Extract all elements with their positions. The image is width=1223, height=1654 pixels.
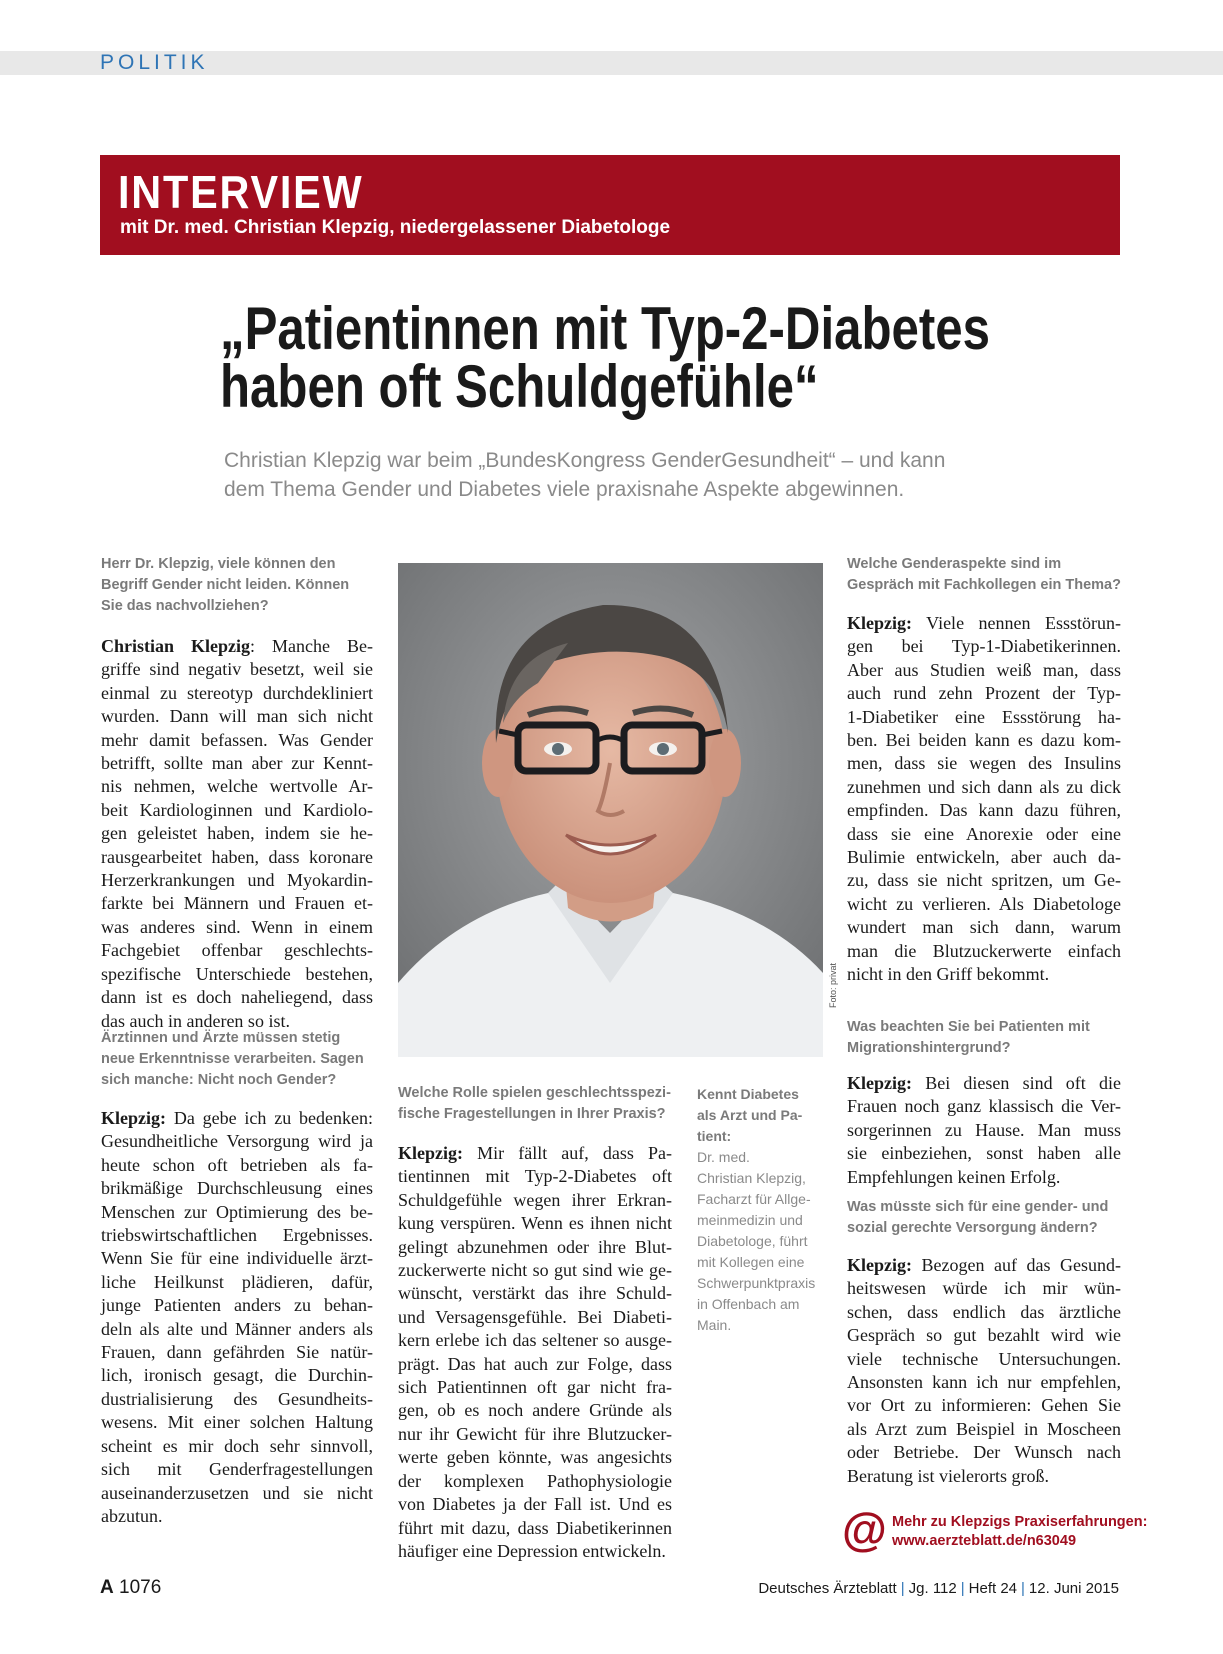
question-line: Welche Genderaspekte sind im (847, 556, 1062, 572)
answer-line: sie einbeziehen, sonst haben alle (847, 1143, 1121, 1164)
answer-line: viele technische Untersuchungen. (847, 1348, 1121, 1369)
page-number (100, 1577, 161, 1599)
answer-line: junge Patienten anders zu behan- (101, 1295, 373, 1316)
answer-first-line (847, 1254, 1121, 1277)
question (847, 1197, 1121, 1239)
answer-line: triebswirtschaftlichen Ergebnisses. (101, 1225, 373, 1246)
answer-line: Fachgebiet offenbar geschlechts- (101, 940, 373, 961)
caption-line: Main. (697, 1317, 732, 1333)
speaker: Klepzig: (101, 1108, 166, 1128)
answer-line: zunehmen und sich dann als zu dick (847, 776, 1121, 797)
question-line: Sie das nachvollziehen? (101, 598, 269, 614)
headline (220, 295, 991, 420)
question (101, 554, 373, 617)
answer-line: auch rund zehn Prozent der Typ- (847, 683, 1121, 704)
answer-line: mehr damit befassen. Was Gender (101, 729, 373, 750)
photo-credit: Foto: privat (828, 962, 838, 1008)
answer-line: men, dass sie wegen des Insulins (847, 753, 1121, 774)
deck-line: dem Thema Gender und Diabetes viele praxisnahe Aspekte abgewinnen. (224, 478, 905, 501)
page-number-value: 1076 (119, 1577, 162, 1598)
answer-line: als Arzt zum Beispiel in Moscheen (847, 1418, 1121, 1439)
answer-line: scheint es mir doch sehr sinnvoll, (101, 1435, 373, 1456)
question-line: fische Fragestellungen in Ihrer Praxis? (398, 1106, 666, 1122)
speaker: Klepzig: (847, 1255, 912, 1275)
answer-text: Mir fällt auf, dass Pa- (463, 1143, 672, 1163)
answer-text: : Manche Be- (250, 636, 373, 656)
answer-line: auseinanderzusetzen und sie nicht (101, 1482, 373, 1503)
answer-line: wünscht, verstärkt das ihre Schuld- (398, 1283, 672, 1304)
answer-line: Frauen noch ganz klassisch die Ver- (847, 1096, 1121, 1117)
answer-line: tientinnen mit Typ-2-Diabetes oft (398, 1166, 672, 1187)
answer-line: gelingt abzunehmen oder ihre Blut- (398, 1236, 672, 1257)
answer-text: Viele nennen Essstörun- (912, 613, 1121, 633)
column-1 (101, 554, 373, 1033)
answer-line: Ansonsten kann ich nur empfehlen, (847, 1372, 1121, 1393)
answer-line: Beratung ist vielerorts groß. (847, 1465, 1049, 1486)
question (398, 1083, 672, 1125)
caption-line: mit Kollegen eine (697, 1254, 805, 1270)
caption-line (697, 1126, 827, 1168)
answer-line: wurden. Dann will man sich nicht (101, 706, 373, 727)
answer (847, 1254, 1121, 1488)
answer-text: Bei diesen sind oft die (912, 1073, 1121, 1093)
answer-line: einmal zu stereotyp durchdekliniert (101, 682, 373, 703)
issue: Heft 24 (968, 1580, 1018, 1597)
answer-line: deln als alte und Männer anders als (101, 1318, 373, 1339)
answer-line: werte geben könnte, was angesichts (398, 1447, 672, 1468)
caption-bold: als Arzt und Pa- (697, 1107, 803, 1123)
footer-separator: | (900, 1580, 905, 1597)
answer (847, 1072, 1121, 1189)
answer-first-line (847, 612, 1121, 635)
answer-text: Bezogen auf das Gesund- (912, 1255, 1121, 1275)
caption-line: in Offenbach am (697, 1296, 800, 1312)
answer-line: sich Patientinnen oft gar nicht fra- (398, 1377, 672, 1398)
portrait-photo (398, 563, 823, 1057)
deck (224, 446, 1084, 504)
answer (101, 1107, 373, 1528)
caption-bold: Kennt Diabetes (697, 1086, 799, 1102)
answer-line: Bulimie entwickeln, aber auch da- (847, 847, 1121, 868)
answer-line: 1-Diabetiker eine Essstörung ha- (847, 706, 1121, 727)
answer-line: gen geleistet haben, indem sie he- (101, 823, 373, 844)
banner-title: INTERVIEW (118, 166, 364, 218)
caption-line (697, 1105, 827, 1126)
question-line: Herr Dr. Klepzig, viele können den (101, 556, 336, 572)
answer-line: gen bei Typ-1-Diabetikerinnen. (847, 636, 1121, 657)
photo-caption (697, 1084, 827, 1336)
footer-separator: | (1021, 1580, 1025, 1597)
answer-line: rausgearbeitet haben, dass koronare (101, 846, 373, 867)
answer-line: vor Ort zu informieren: Gehen Sie (847, 1395, 1121, 1416)
caption-line: Christian Klepzig, (697, 1170, 806, 1186)
web-link-box[interactable] (892, 1513, 1147, 1551)
headline-line: „Patientinnen mit Typ-2-Diabetes (220, 295, 991, 362)
answer-line: brikmäßige Durchschleusung eines (101, 1178, 373, 1199)
question-line: Begriff Gender nicht leiden. Können (101, 577, 350, 593)
answer-line: abzutun. (101, 1505, 163, 1526)
answer-line: heute schon oft betrieben als fa- (101, 1154, 373, 1175)
answer-line: sorgerinnen zu Hause. Man muss (847, 1119, 1121, 1140)
issue-date: 12. Juni 2015 (1028, 1580, 1119, 1597)
answer (847, 612, 1121, 987)
answer-line: Menschen zur Optimierung des be- (101, 1201, 373, 1222)
answer-line: schen, dass endlich das ärztliche (847, 1301, 1121, 1322)
speaker: Klepzig: (847, 1073, 912, 1093)
answer-line: griffe sind negativ besetzt, weil sie (101, 659, 373, 680)
interview-banner (100, 155, 1120, 255)
answer-line: das auch in anderen so ist. (101, 1010, 290, 1031)
answer-line: Herzerkrankungen und Myokardin- (101, 870, 373, 891)
speaker: Klepzig: (847, 613, 912, 633)
answer-line: dann ist es doch naheliegend, dass (101, 987, 373, 1008)
answer-line: wesens. Mit einer solchen Haltung (101, 1412, 373, 1433)
volume: Jg. 112 (908, 1580, 957, 1597)
footer-publication (758, 1580, 1119, 1597)
answer-text: Da gebe ich zu bedenken: (166, 1108, 373, 1128)
headline-line: haben oft Schuldgefühle“ (220, 353, 819, 420)
answer-line: zu, dass sie nicht spritzen, um Ge- (847, 870, 1121, 891)
answer-line: prägt. Das hat auch zur Folge, dass (398, 1353, 672, 1374)
question-line: Was müsste sich für eine gender- und (847, 1199, 1109, 1215)
question-line: Gespräch mit Fachkollegen ein Thema? (847, 577, 1121, 593)
answer-line: betrifft, sollte man aber zur Kennt- (101, 753, 373, 774)
answer-line: gen, ob es noch andere Gründe als (398, 1400, 672, 1421)
answer-line: Aber aus Studien weiß man, dass (847, 659, 1121, 680)
answer-first-line (847, 1072, 1121, 1095)
speaker: Klepzig: (398, 1143, 463, 1163)
column-3-middle (847, 1017, 1121, 1189)
column-2 (398, 1083, 672, 1563)
question-line: Ärztinnen und Ärzte müssen stetig (101, 1030, 341, 1046)
caption-line: Schwerpunktpraxis (697, 1275, 816, 1291)
answer-line: führt mit dazu, dass Diabetikerinnen (398, 1517, 672, 1538)
section-label: POLITIK (100, 51, 209, 74)
caption-line: meinmedizin und (697, 1212, 803, 1228)
answer-first-line (101, 635, 373, 658)
banner-subtitle: mit Dr. med. Christian Klepzig, niedergelassener Diabetologe (120, 217, 671, 238)
deck-line: Christian Klepzig war beim „BundesKongress GenderGesundheit“ – und kann (224, 449, 946, 472)
answer-line: kern erlebe ich das seltener so ausge- (398, 1330, 672, 1351)
answer-line: spezifische Unterschiede bestehen, (101, 963, 373, 984)
portrait-illustration (398, 563, 823, 1057)
answer-line: kung verspüren. Wenn es ihnen nicht (398, 1213, 672, 1234)
answer-line: lich, ironisch gesagt, die Durchin- (101, 1365, 373, 1386)
journal-name: Deutsches Ärzteblatt (758, 1580, 897, 1597)
question (847, 554, 1121, 596)
column-3-lower (847, 1197, 1121, 1488)
answer (101, 635, 373, 1033)
caption-bold: tient: (697, 1128, 732, 1144)
answer-line: farkte bei Männern und Frauen et- (101, 893, 373, 914)
question (847, 1017, 1121, 1059)
answer-line: heitswesen würde ich mir wün- (847, 1278, 1121, 1299)
question-line: sozial gerechte Versorgung ändern? (847, 1220, 1098, 1236)
answer-line: oder Betriebe. Der Wunsch nach (847, 1442, 1121, 1463)
answer-line: der komplexen Pathophysiologie (398, 1470, 672, 1491)
answer-line: wundert man sich dann, warum (847, 917, 1121, 938)
answer-line: man die Blutzuckerwerte einfach (847, 940, 1121, 961)
column-1-lower (101, 1028, 373, 1528)
question-line: Migrationshintergrund? (847, 1040, 1011, 1056)
answer-line: beit Kardiologinnen und Kardiolo- (101, 799, 373, 820)
web-link-url[interactable]: www.aerzteblatt.de/n63049 (892, 1533, 1077, 1549)
footer-separator: | (960, 1580, 965, 1597)
answer-line: Schuldgefühle wegen ihrer Erkran- (398, 1189, 672, 1210)
answer-line: zuckerwerte nicht so gut sind wie ge- (398, 1260, 672, 1281)
answer (398, 1142, 672, 1563)
answer-line: dustrialisierung des Gesundheits- (101, 1388, 373, 1409)
answer-line: nicht in den Griff bekommt. (847, 964, 1050, 985)
answer-line: was anderes sind. Wenn in einem (101, 916, 373, 937)
web-link-label: Mehr zu Klepzigs Praxiserfahrungen: (892, 1514, 1148, 1530)
caption-line (697, 1084, 827, 1105)
answer-line: sich mit Genderfragestellungen (101, 1459, 373, 1480)
caption-text: Dr. med. (697, 1149, 750, 1165)
answer-first-line (398, 1142, 672, 1165)
answer-line: von Diabetes ja der Fall ist. Und es (398, 1494, 672, 1515)
answer-line: nis nehmen, welche wertvolle Ar- (101, 776, 373, 797)
answer-line: dass sie eine Anorexie oder eine (847, 823, 1121, 844)
answer-line: Gesundheitliche Versorgung wird ja (101, 1131, 373, 1152)
question-line: Was beachten Sie bei Patienten mit (847, 1019, 1090, 1035)
question (101, 1028, 373, 1091)
question-line: Welche Rolle spielen geschlechtsspezi- (398, 1085, 671, 1101)
column-3 (847, 554, 1121, 987)
answer-line: liche Heilkunst plädieren, dafür, (101, 1271, 373, 1292)
answer-line: häufiger eine Depression entwickeln. (398, 1540, 666, 1561)
speaker: Christian Klepzig (101, 636, 251, 656)
caption-line: Facharzt für Allge- (697, 1191, 811, 1207)
answer-line: und Versagensgefühle. Bei Diabeti- (398, 1306, 672, 1327)
answer-line: nur ihr Gewicht für ihre Blutzucker- (398, 1423, 672, 1444)
question-line: sich manche: Nicht noch Gender? (101, 1072, 337, 1088)
answer-first-line (101, 1107, 373, 1130)
answer-line: wicht zu verlieren. Als Diabetologe (847, 893, 1121, 914)
caption-line: Diabetologe, führt (697, 1233, 808, 1249)
answer-line: Gespräch so gut bezahlt wird wie (847, 1325, 1121, 1346)
answer-line: Frauen, dann gefährden Sie natür- (101, 1342, 373, 1363)
question-line: neue Erkenntnisse verarbeiten. Sagen (101, 1051, 364, 1067)
at-sign-icon: @ (842, 1503, 887, 1555)
page-prefix: A (100, 1577, 114, 1598)
answer-line: empfinden. Das kann dazu führen, (847, 800, 1121, 821)
answer-line: ben. Bei beiden kann es dazu kom- (847, 730, 1121, 751)
answer-line: Wenn Sie für eine individuelle ärzt- (101, 1248, 373, 1269)
answer-line: Empfehlungen keinen Erfolg. (847, 1166, 1061, 1187)
